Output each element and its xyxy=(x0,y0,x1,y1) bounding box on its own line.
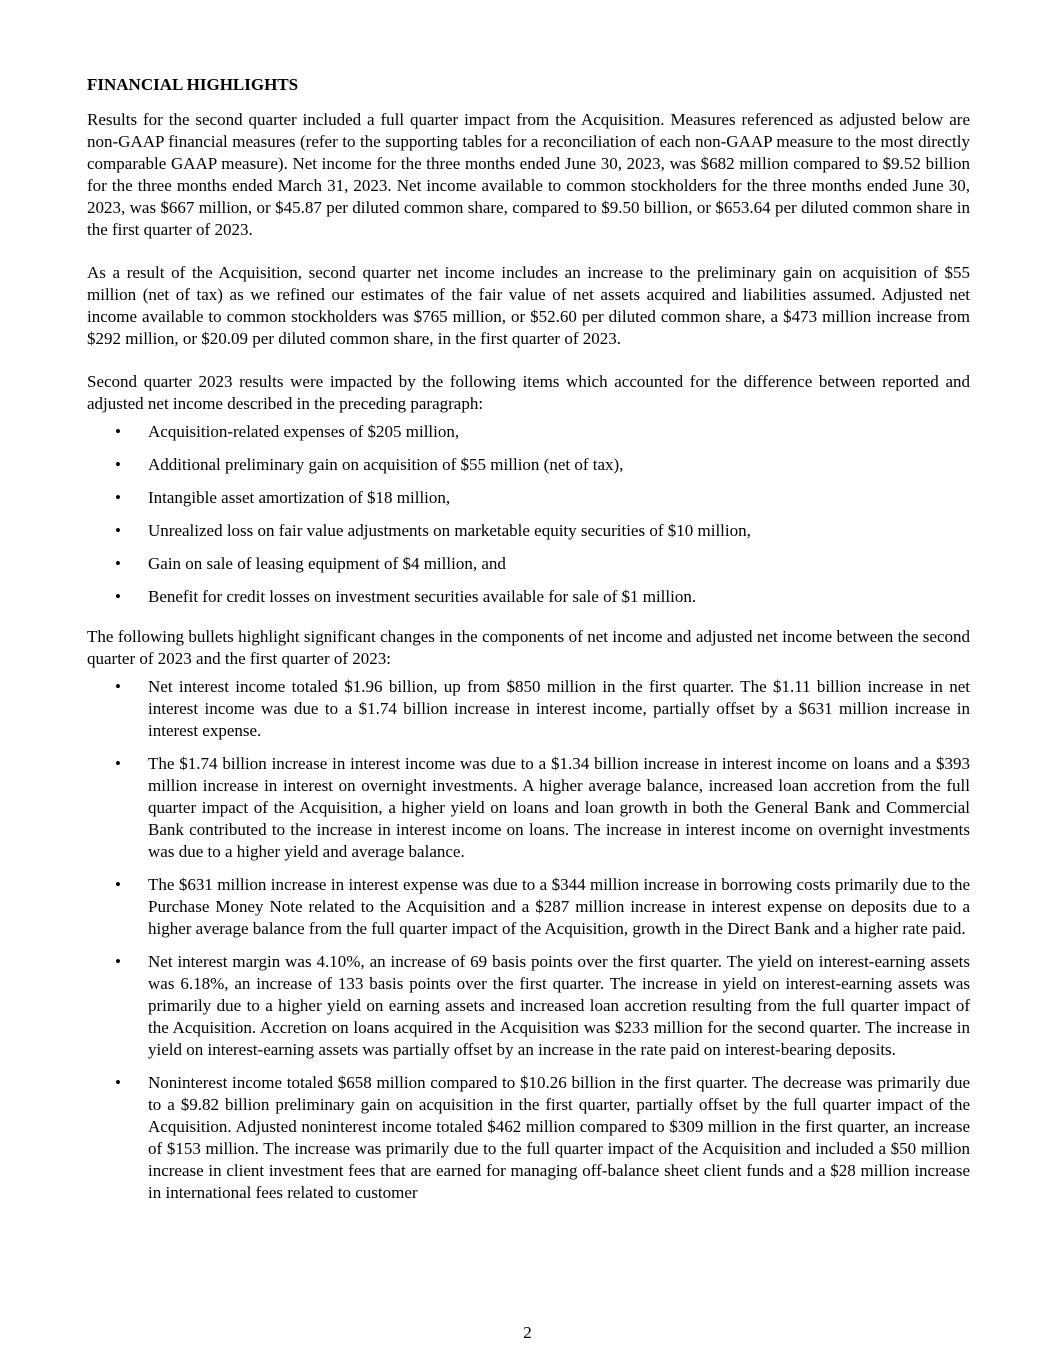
list-item: • Acquisition-related expenses of $205 million, xyxy=(115,422,460,441)
items-list xyxy=(87,421,970,608)
list-item: • Net interest income totaled $1.96 billion, up from $850 million in the first quarter. The $1.11 billion increase in net interest income was due to a $1.74 billion increase in interest income, partially offset by a $631 million increase in interest expense. xyxy=(115,677,970,740)
list-item: • Gain on sale of leasing equipment of $4 million, and xyxy=(115,554,506,573)
paragraph-items-intro: Second quarter 2023 results were impacted by the following items which accounted for the difference between reported and adjusted net income described in the preceding paragraph: xyxy=(87,372,970,413)
bullet-icon: • xyxy=(115,521,121,540)
list-item: • Unrealized loss on fair value adjustments on marketable equity securities of $10 million, xyxy=(115,521,751,540)
bullet-icon: • xyxy=(115,875,121,894)
bullet-icon: • xyxy=(115,422,121,441)
bullet-icon: • xyxy=(115,587,121,606)
list-item: • Benefit for credit losses on investment securities available for sale of $1 million. xyxy=(115,587,697,606)
bullet-icon: • xyxy=(115,554,121,573)
list-item: • Noninterest income totaled $658 million compared to $10.26 billion in the first quarter. The decrease was primarily due to a $9.82 billion preliminary gain on acquisition in the first quarter, partially offset by the full quarter impact of the Acquisition. Adjusted noninterest income totaled $462 million compared to $309 million in the first quarter, an increase of $153 million. The increase was primarily due to the full quarter impact of the Acquisition and included a $50 million increase in client investment fees that are earned for managing off-balance sheet client funds and a $28 million increase in international fees related to customer xyxy=(115,1073,970,1202)
list-item: • Intangible asset amortization of $18 million, xyxy=(115,488,451,507)
bullet-icon: • xyxy=(115,754,121,773)
paragraph-results: Results for the second quarter included a full quarter impact from the Acquisition. Measures referenced as adjusted below are non-GAAP financial measures (refer to the supporting tables for a reconciliation of each non-GAAP measure to the most directly comparable GAAP measure). Net income for the three months ended June 30, 2023, was $682 million compared to $9.52 billion for the three months ended March 31, 2023. Net income available to common stockholders for the three months ended June 30, 2023, was $667 million, or $45.87 per diluted common share, compared to $9.50 billion, or $653.64 per diluted common share in the first quarter of 2023. xyxy=(87,110,970,239)
bullet-icon: • xyxy=(115,455,121,474)
list-item: • The $1.74 billion increase in interest income was due to a $1.34 billion increase in interest income on loans and a $393 million increase in interest on overnight investments. A higher average balance, increased loan accretion from the full quarter impact of the Acquisition, a higher yield on loans and loan growth in both the General Bank and Commercial Bank contributed to the increase in interest income on loans. The increase in interest income on overnight investments was due to a higher yield and average balance. xyxy=(115,754,970,861)
list-item: • Additional preliminary gain on acquisition of $55 million (net of tax), xyxy=(115,455,624,474)
bullet-icon: • xyxy=(115,1073,121,1092)
changes-list xyxy=(87,676,970,1204)
document-page xyxy=(87,74,970,1222)
bullet-icon: • xyxy=(115,677,121,696)
list-item: • The $631 million increase in interest expense was due to a $344 million increase in borrowing costs primarily due to the Purchase Money Note related to the Acquisition and a $287 million increase in interest expense on deposits due to a higher average balance from the full quarter impact of the Acquisition, growth in the Direct Bank and a higher rate paid. xyxy=(115,875,970,938)
page-number: 2 xyxy=(523,1323,532,1342)
bullet-icon: • xyxy=(115,952,121,971)
section-heading: FINANCIAL HIGHLIGHTS xyxy=(87,75,299,94)
list-item: • Net interest margin was 4.10%, an increase of 69 basis points over the first quarter. The yield on interest-earning assets was 6.18%, an increase of 133 basis points over the first quarter. The increase in yield on interest-earning assets was primarily due to a higher yield on earning assets and increased loan accretion resulting from the full quarter impact of the Acquisition. Accretion on loans acquired in the Acquisition was $233 million for the second quarter. The increase in yield on interest-earning assets was partially offset by an increase in the rate paid on interest-bearing deposits. xyxy=(115,952,970,1059)
paragraph-acquisition: As a result of the Acquisition, second quarter net income includes an increase to the preliminary gain on acquisition of $55 million (net of tax) as we refined our estimates of the fair value of net assets acquired and liabilities assumed. Adjusted net income available to common stockholders was $765 million, or $52.60 per diluted common share, a $473 million increase from $292 million, or $20.09 per diluted common share, in the first quarter of 2023. xyxy=(87,263,970,348)
paragraph-changes-intro: The following bullets highlight significant changes in the components of net income and adjusted net income between the second quarter of 2023 and the first quarter of 2023: xyxy=(87,627,970,668)
bullet-icon: • xyxy=(115,488,121,507)
